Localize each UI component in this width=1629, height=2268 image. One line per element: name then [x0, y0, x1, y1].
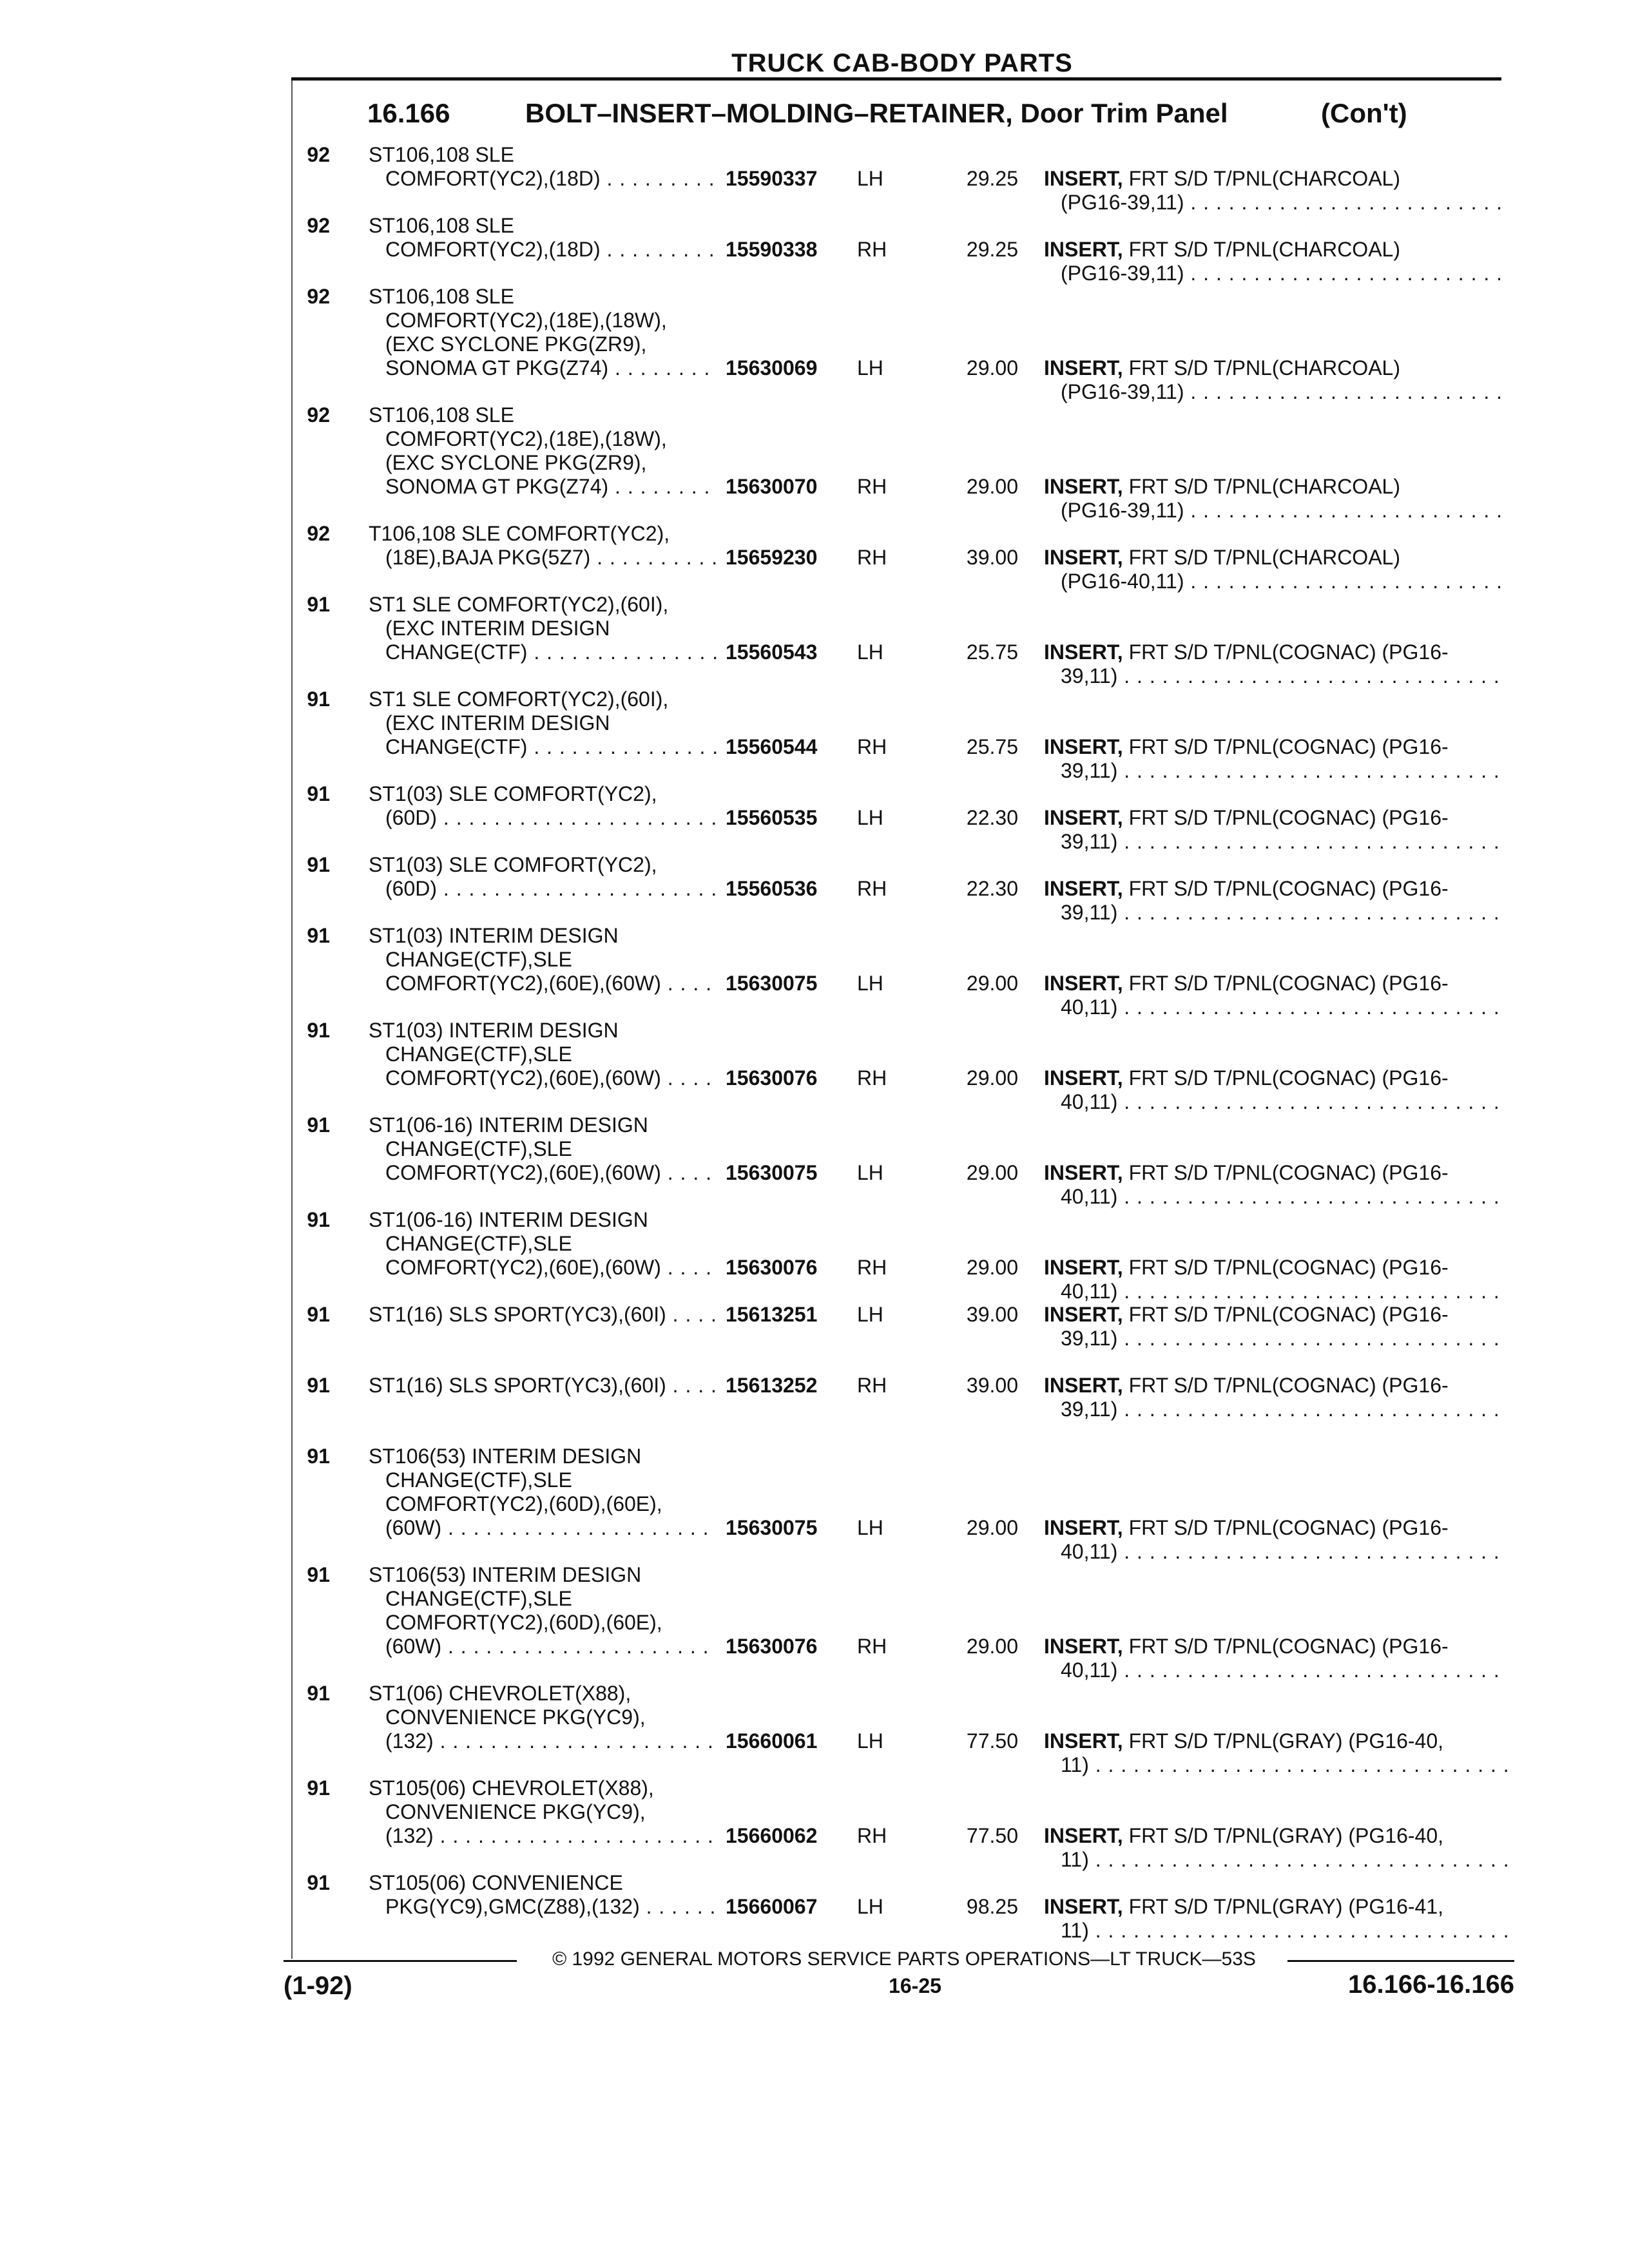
entry-part-name-line [1044, 972, 1508, 995]
entry-part-name-text: FRT S/D T/PNL(CHARCOAL) [1128, 238, 1400, 261]
entry-price: 22.30 [966, 877, 1018, 900]
entry-price: 29.00 [966, 1635, 1018, 1658]
entry-part-name [1044, 1256, 1508, 1303]
entry-part-name-text: FRT S/D T/PNL(COGNAC) (PG16- [1128, 1161, 1449, 1184]
entry-part-name-line [1044, 1066, 1508, 1090]
entry-part-name-keyword: INSERT, [1044, 1824, 1123, 1847]
entry-side: LH [857, 167, 883, 190]
entry-price: 98.25 [966, 1895, 1018, 1918]
entry-part-name-line [1044, 735, 1508, 759]
entry-description [369, 214, 717, 262]
entry-ref-number: 91 [307, 1682, 330, 1705]
entry-part-name [1044, 640, 1508, 688]
entry-part-name-cont: (PG16-39,11) . . . [1044, 499, 1508, 523]
entry-part-name-line [1044, 640, 1508, 664]
entry-price: 29.00 [966, 356, 1018, 380]
entry-description-line: COMFORT(YC2),(60E),(60W) . . . [369, 972, 717, 995]
entry-description-line: COMFORT(YC2),(18E),(18W), [385, 427, 667, 450]
entry-part-name-keyword: INSERT, [1044, 167, 1123, 190]
entry-description-line: CHANGE(CTF),SLE [385, 1232, 572, 1255]
entry-description-line: COMFORT(YC2),(18D) . . . [369, 167, 717, 191]
entry-part-name [1044, 356, 1508, 404]
entry-part-name-line [1044, 806, 1508, 830]
entry-ref-number: 91 [307, 1303, 330, 1326]
entry-side: LH [857, 1729, 883, 1753]
entry-side: RH [857, 1374, 887, 1397]
entry-ref-number: 91 [307, 687, 330, 711]
entry-part-number: 15590338 [726, 238, 818, 261]
entry-ref-number: 92 [307, 143, 330, 166]
entry-side: LH [857, 640, 883, 664]
entry-part-name-keyword: INSERT, [1044, 1256, 1123, 1279]
entry-part-name-cont: 11) . . . [1044, 1753, 1508, 1777]
entry-part-name-cont: 11) . . . [1044, 1919, 1508, 1943]
entry-description [369, 1208, 717, 1280]
entry-part-name-text: FRT S/D T/PNL(COGNAC) (PG16- [1128, 1516, 1449, 1539]
entry-price: 39.00 [966, 1303, 1018, 1326]
entry-part-name-cont: 39,11) . . . [1044, 901, 1508, 925]
entry-part-name-line [1044, 1256, 1508, 1280]
entry-part-name [1044, 877, 1508, 925]
entry-part-name-keyword: INSERT, [1044, 356, 1123, 380]
entry-part-name [1044, 1161, 1508, 1209]
entry-part-name [1044, 1729, 1508, 1777]
entry-description-line: SONOMA GT PKG(Z74) . . . [369, 356, 717, 380]
entry-part-name-keyword: INSERT, [1044, 1161, 1123, 1184]
entry-description-line: (EXC SYCLONE PKG(ZR9), [385, 451, 647, 474]
page-header-title: TRUCK CAB-BODY PARTS [731, 49, 1073, 77]
entry-part-name-keyword: INSERT, [1044, 1729, 1123, 1753]
entry-price: 77.50 [966, 1729, 1018, 1753]
entry-ref-number: 91 [307, 1776, 330, 1800]
entry-description [369, 285, 717, 380]
entry-part-name-text: FRT S/D T/PNL(COGNAC) (PG16- [1128, 1066, 1449, 1090]
entry-part-name-line [1044, 1729, 1508, 1753]
entry-part-name-text: FRT S/D T/PNL(COGNAC) (PG16- [1128, 1256, 1449, 1279]
entry-part-number: 15659230 [726, 546, 818, 569]
entry-description-line: ST106,108 SLE [369, 143, 514, 166]
entry-part-name-text: FRT S/D T/PNL(COGNAC) (PG16- [1128, 1635, 1449, 1658]
entry-description [369, 1776, 717, 1848]
entry-part-number: 15630069 [726, 356, 818, 380]
footer-rule-right [1287, 1960, 1514, 1962]
entry-price: 22.30 [966, 806, 1018, 829]
entry-description-line: (60D) . . . [369, 877, 717, 901]
entry-part-name-keyword: INSERT, [1044, 877, 1123, 900]
entry-part-name-keyword: INSERT, [1044, 1895, 1123, 1918]
entry-part-name-cont: (PG16-39,11) . . . [1044, 191, 1508, 215]
entry-description-line: (EXC SYCLONE PKG(ZR9), [385, 332, 647, 356]
entry-description-line: ST1(16) SLS SPORT(YC3),(60I) . . . [369, 1374, 717, 1398]
entry-price: 39.00 [966, 1374, 1018, 1397]
footer-date: (1-92) [284, 1972, 352, 2000]
entry-part-number: 15560544 [726, 735, 818, 758]
entry-part-name-text: FRT S/D T/PNL(CHARCOAL) [1128, 167, 1400, 190]
entry-part-name-line [1044, 1635, 1508, 1658]
entry-part-number: 15660061 [726, 1729, 818, 1753]
entry-price: 25.75 [966, 735, 1018, 758]
entry-part-name-text: FRT S/D T/PNL(COGNAC) (PG16- [1128, 735, 1449, 758]
entry-description-line: ST1(16) SLS SPORT(YC3),(60I) . . . [369, 1303, 717, 1327]
entry-part-name [1044, 1066, 1508, 1114]
entry-description-line: CHANGE(CTF),SLE [385, 1468, 572, 1492]
entry-part-name-text: FRT S/D T/PNL(COGNAC) (PG16- [1128, 972, 1449, 995]
entry-part-name-keyword: INSERT, [1044, 640, 1123, 664]
entry-part-name [1044, 806, 1508, 854]
entry-part-number: 15560536 [726, 877, 818, 900]
footer-page-number: 16-25 [889, 1974, 941, 1997]
entry-part-name-cont: 39,11) . . . [1044, 759, 1508, 783]
entry-price: 29.00 [966, 1256, 1018, 1279]
entry-price: 25.75 [966, 640, 1018, 664]
entry-description-line: ST106,108 SLE [369, 403, 514, 427]
entry-part-name-text: FRT S/D T/PNL(GRAY) (PG16-41, [1128, 1895, 1443, 1918]
entry-side: RH [857, 1066, 887, 1090]
entry-part-name-text: FRT S/D T/PNL(CHARCOAL) [1128, 546, 1400, 569]
entry-description-line: COMFORT(YC2),(60E),(60W) . . . [369, 1066, 717, 1090]
entry-part-name [1044, 1516, 1508, 1564]
entry-description-line: COMFORT(YC2),(60E),(60W) . . . [369, 1256, 717, 1280]
entry-part-number: 15560543 [726, 640, 818, 664]
entry-ref-number: 91 [307, 593, 330, 616]
entry-ref-number: 92 [307, 522, 330, 545]
entry-description-line: ST1(06-16) INTERIM DESIGN [369, 1208, 648, 1231]
entry-part-name-line [1044, 167, 1508, 191]
entry-description-line: ST106,108 SLE [369, 285, 514, 308]
entry-part-number: 15613251 [726, 1303, 818, 1326]
entry-description-line: SONOMA GT PKG(Z74) . . . [369, 475, 717, 499]
entry-price: 29.00 [966, 1516, 1018, 1539]
entry-part-name-text: FRT S/D T/PNL(COGNAC) (PG16- [1128, 640, 1449, 664]
entry-description [369, 1303, 717, 1327]
entry-description-line: (60W) . . . [369, 1635, 717, 1658]
entry-part-name-cont: 40,11) . . . [1044, 1540, 1508, 1564]
entry-part-number: 15630076 [726, 1066, 818, 1090]
footer-copyright: © 1992 GENERAL MOTORS SERVICE PARTS OPERATIONS—LT TRUCK—53S [552, 1948, 1256, 1970]
entry-ref-number: 92 [307, 214, 330, 237]
entry-side: LH [857, 1516, 883, 1539]
entry-part-name-keyword: INSERT, [1044, 1635, 1123, 1658]
entry-price: 29.25 [966, 167, 1018, 190]
entry-description-line: CHANGE(CTF),SLE [385, 1043, 572, 1066]
entry-side: LH [857, 356, 883, 380]
entry-part-number: 15660062 [726, 1824, 818, 1847]
entry-description-line: ST106(53) INTERIM DESIGN [369, 1563, 642, 1586]
entry-part-name-line [1044, 356, 1508, 380]
section-continued: (Con't) [1321, 98, 1407, 128]
entry-part-number: 15613252 [726, 1374, 818, 1397]
entry-part-name-line [1044, 1516, 1508, 1540]
entry-price: 29.25 [966, 238, 1018, 261]
entry-description-line: COMFORT(YC2),(18D) . . . [369, 238, 717, 262]
entry-part-name-line [1044, 546, 1508, 570]
entry-description-line: ST105(06) CONVENIENCE [369, 1871, 623, 1894]
entry-description-line: (18E),BAJA PKG(5Z7) . . . [369, 546, 717, 570]
entry-part-name [1044, 167, 1508, 215]
entry-ref-number: 92 [307, 403, 330, 427]
entry-part-name-keyword: INSERT, [1044, 972, 1123, 995]
entry-description-line: (60D) . . . [369, 806, 717, 830]
entry-description-line: COMFORT(YC2),(60E),(60W) . . . [369, 1161, 717, 1185]
entry-part-name-line [1044, 1824, 1508, 1848]
entry-part-name-keyword: INSERT, [1044, 546, 1123, 569]
entry-description-line: (132) . . . [369, 1729, 717, 1753]
entry-part-name-keyword: INSERT, [1044, 1374, 1123, 1397]
section-number: 16.166 [367, 98, 450, 128]
entry-side: RH [857, 238, 887, 261]
entry-part-name-text: FRT S/D T/PNL(GRAY) (PG16-40, [1128, 1824, 1443, 1847]
entry-part-number: 15630075 [726, 972, 818, 995]
section-title: BOLT–INSERT–MOLDING–RETAINER, Door Trim Panel [525, 98, 1228, 128]
entry-part-name [1044, 475, 1508, 523]
entry-side: LH [857, 972, 883, 995]
entry-part-name-text: FRT S/D T/PNL(COGNAC) (PG16- [1128, 806, 1449, 829]
entry-description-line: T106,108 SLE COMFORT(YC2), [369, 522, 670, 545]
entry-part-name-line [1044, 475, 1508, 499]
entry-ref-number: 91 [307, 1445, 330, 1468]
entry-ref-number: 91 [307, 1374, 330, 1397]
entry-part-name-cont: (PG16-39,11) . . . [1044, 380, 1508, 404]
entry-price: 77.50 [966, 1824, 1018, 1847]
entry-description-line: CHANGE(CTF),SLE [385, 1587, 572, 1610]
header-rule [291, 77, 1501, 81]
entry-part-name-line [1044, 1374, 1508, 1398]
entry-description [369, 143, 717, 191]
entry-part-name-keyword: INSERT, [1044, 238, 1123, 261]
entry-description [369, 853, 717, 901]
entry-part-number: 15630075 [726, 1161, 818, 1184]
entry-part-name [1044, 1824, 1508, 1872]
entry-part-number: 15630070 [726, 475, 818, 498]
entry-part-number: 15630076 [726, 1635, 818, 1658]
entry-part-number: 15630075 [726, 1516, 818, 1539]
entry-part-name-keyword: INSERT, [1044, 735, 1123, 758]
entry-part-name-cont: 40,11) . . . [1044, 1280, 1508, 1303]
entry-description-line: ST1(03) SLE COMFORT(YC2), [369, 853, 657, 876]
entry-price: 39.00 [966, 546, 1018, 569]
entry-side: RH [857, 1256, 887, 1279]
entry-part-name-line [1044, 1895, 1508, 1919]
entry-part-number: 15560535 [726, 806, 818, 829]
entry-part-name-text: FRT S/D T/PNL(GRAY) (PG16-40, [1128, 1729, 1443, 1753]
entry-part-name-text: FRT S/D T/PNL(COGNAC) (PG16- [1128, 1374, 1449, 1397]
entry-description [369, 1871, 717, 1919]
footer-rule-left [284, 1960, 517, 1962]
entry-ref-number: 91 [307, 1208, 330, 1231]
entry-side: RH [857, 1635, 887, 1658]
entry-description-line: CHANGE(CTF),SLE [385, 1137, 572, 1160]
entry-part-number: 15630076 [726, 1256, 818, 1279]
entry-ref-number: 91 [307, 1871, 330, 1894]
entry-part-name-cont: (PG16-40,11) . . . [1044, 570, 1508, 593]
entry-part-name-text: FRT S/D T/PNL(CHARCOAL) [1128, 356, 1400, 380]
entry-description-line: (EXC INTERIM DESIGN [385, 617, 610, 640]
entry-part-name [1044, 238, 1508, 285]
entry-part-name-cont: 40,11) . . . [1044, 1090, 1508, 1114]
entry-description-line: ST1(03) INTERIM DESIGN [369, 1019, 619, 1042]
entry-description-line: ST1(06-16) INTERIM DESIGN [369, 1113, 648, 1137]
entry-description [369, 1113, 717, 1185]
entry-part-name-cont: 40,11) . . . [1044, 995, 1508, 1019]
entry-part-number: 15590337 [726, 167, 818, 190]
entry-description-line: CONVENIENCE PKG(YC9), [385, 1706, 646, 1729]
entry-part-name-line [1044, 238, 1508, 262]
entry-side: LH [857, 806, 883, 829]
entry-description [369, 1445, 717, 1540]
entry-side: RH [857, 546, 887, 569]
entry-ref-number: 91 [307, 853, 330, 876]
entry-description [369, 522, 717, 570]
entry-part-name-text: FRT S/D T/PNL(COGNAC) (PG16- [1128, 877, 1449, 900]
entry-description [369, 403, 717, 499]
entry-description-line: ST1 SLE COMFORT(YC2),(60I), [369, 687, 669, 711]
entry-description [369, 1682, 717, 1753]
entry-part-name-keyword: INSERT, [1044, 806, 1123, 829]
entry-part-name-line [1044, 1161, 1508, 1185]
entry-description-line: COMFORT(YC2),(60D),(60E), [385, 1611, 662, 1634]
entry-side: RH [857, 735, 887, 758]
entry-ref-number: 91 [307, 782, 330, 805]
entry-part-name [1044, 735, 1508, 783]
entry-part-name-cont: 40,11) . . . [1044, 1658, 1508, 1682]
entry-description-line: ST106(53) INTERIM DESIGN [369, 1445, 642, 1468]
entry-price: 29.00 [966, 1161, 1018, 1184]
entry-part-name [1044, 546, 1508, 593]
entry-ref-number: 91 [307, 1019, 330, 1042]
entry-price: 29.00 [966, 475, 1018, 498]
entry-description-line: ST105(06) CHEVROLET(X88), [369, 1776, 654, 1800]
entry-description-line: ST1(03) INTERIM DESIGN [369, 924, 619, 947]
entry-side: RH [857, 475, 887, 498]
entry-description-line: PKG(YC9),GMC(Z88),(132) . . . [369, 1895, 717, 1919]
entry-description [369, 924, 717, 995]
entry-description [369, 1374, 717, 1398]
entry-description-line: CHANGE(CTF) . . . [369, 735, 717, 759]
entry-part-number: 15660067 [726, 1895, 818, 1918]
entry-part-name [1044, 1374, 1508, 1421]
entry-description [369, 1019, 717, 1090]
entry-side: LH [857, 1895, 883, 1918]
entry-description-line: (60W) . . . [369, 1516, 717, 1540]
entry-part-name-line [1044, 1303, 1508, 1327]
entry-description-line: ST106,108 SLE [369, 214, 514, 237]
entry-side: LH [857, 1161, 883, 1184]
entry-description-line: (132) . . . [369, 1824, 717, 1848]
entry-description [369, 1563, 717, 1658]
entry-part-name-keyword: INSERT, [1044, 1303, 1123, 1326]
entry-price: 29.00 [966, 1066, 1018, 1090]
entry-part-name-cont: 11) . . . [1044, 1848, 1508, 1872]
entry-price: 29.00 [966, 972, 1018, 995]
entry-description [369, 593, 717, 664]
entry-part-name-cont: (PG16-39,11) . . . [1044, 262, 1508, 285]
entry-description-line: CHANGE(CTF),SLE [385, 948, 572, 971]
entry-part-name [1044, 1303, 1508, 1350]
entry-part-name-text: FRT S/D T/PNL(COGNAC) (PG16- [1128, 1303, 1449, 1326]
entry-part-name-keyword: INSERT, [1044, 1516, 1123, 1539]
entry-part-name-cont: 39,11) . . . [1044, 1398, 1508, 1421]
entry-part-name-text: FRT S/D T/PNL(CHARCOAL) [1128, 475, 1400, 498]
entry-description-line: COMFORT(YC2),(18E),(18W), [385, 309, 667, 332]
entry-part-name-keyword: INSERT, [1044, 475, 1123, 498]
entry-description-line: ST1(06) CHEVROLET(X88), [369, 1682, 631, 1705]
entry-side: RH [857, 877, 887, 900]
entry-description-line: ST1 SLE COMFORT(YC2),(60I), [369, 593, 669, 616]
entry-description-line: CONVENIENCE PKG(YC9), [385, 1800, 646, 1823]
entry-part-name [1044, 972, 1508, 1019]
entry-ref-number: 91 [307, 1113, 330, 1137]
entry-description [369, 687, 717, 759]
footer-section-range: 16.166-16.166 [1347, 1970, 1514, 1999]
entry-part-name-line [1044, 877, 1508, 901]
entry-description-line: CHANGE(CTF) . . . [369, 640, 717, 664]
entry-side: RH [857, 1824, 887, 1847]
entry-part-name-keyword: INSERT, [1044, 1066, 1123, 1090]
entry-description [369, 782, 717, 830]
entry-ref-number: 92 [307, 285, 330, 308]
entry-part-name-cont: 39,11) . . . [1044, 830, 1508, 854]
entry-ref-number: 91 [307, 1563, 330, 1586]
entry-description-line: ST1(03) SLE COMFORT(YC2), [369, 782, 657, 805]
entry-part-name-cont: 39,11) . . . [1044, 664, 1508, 688]
entry-part-name [1044, 1895, 1508, 1943]
entry-ref-number: 91 [307, 924, 330, 947]
entry-side: LH [857, 1303, 883, 1326]
entry-description-line: COMFORT(YC2),(60D),(60E), [385, 1492, 662, 1515]
entry-part-name-cont: 39,11) . . . [1044, 1327, 1508, 1350]
entry-part-name [1044, 1635, 1508, 1682]
entry-part-name-cont: 40,11) . . . [1044, 1185, 1508, 1209]
entry-description-line: (EXC INTERIM DESIGN [385, 711, 610, 735]
